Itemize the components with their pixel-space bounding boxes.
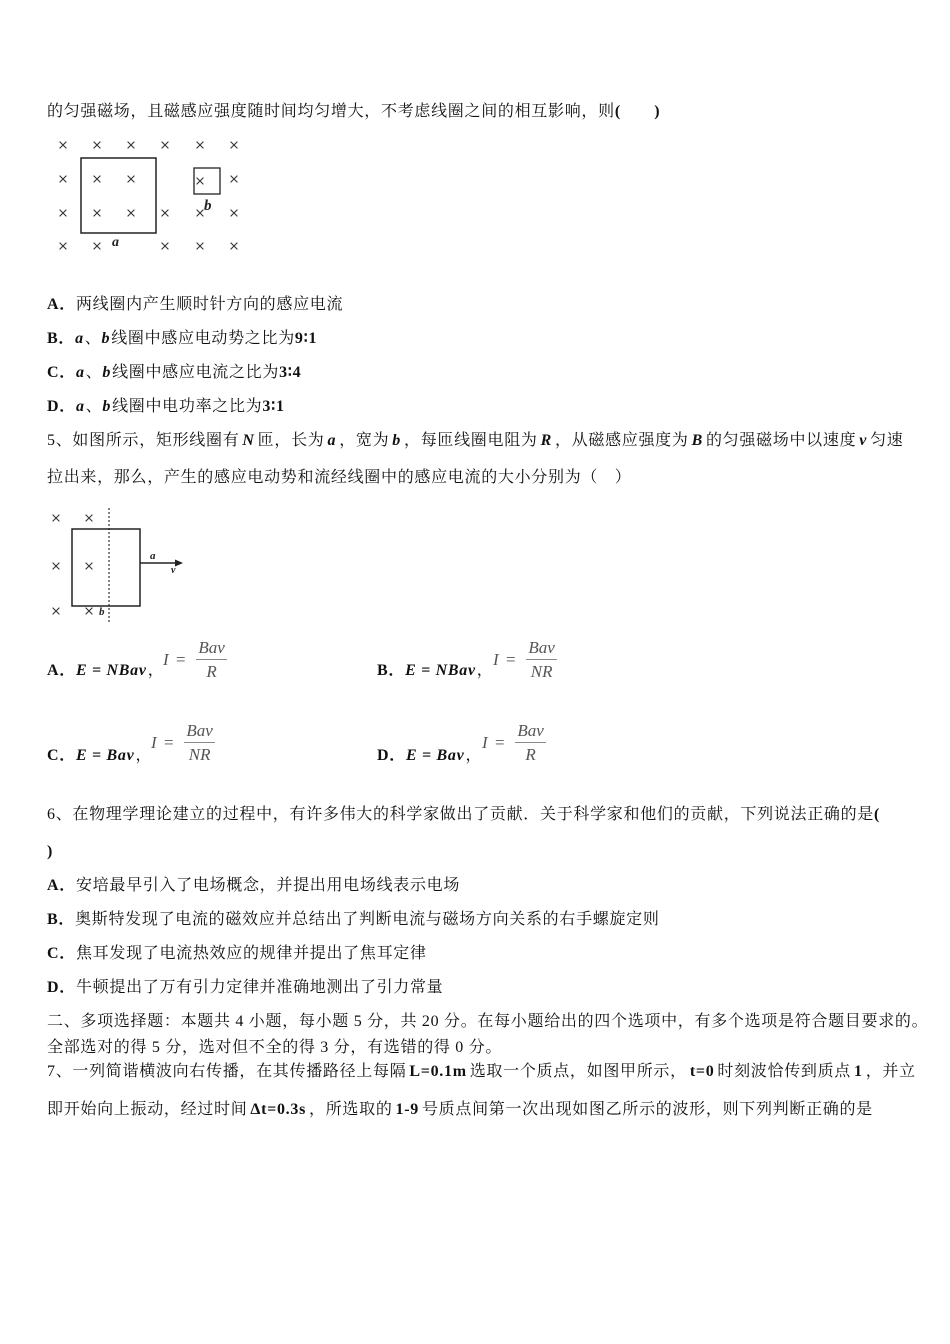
field-cross-mark [128, 142, 135, 149]
q6-option-c [47, 944, 427, 964]
coil-a-square [81, 158, 156, 233]
side-b-label: b [99, 606, 105, 618]
field-cross-mark [197, 142, 204, 149]
q6-option-b [47, 910, 660, 930]
fraction-numerator: Bav [196, 637, 226, 660]
field-cross-mark [60, 210, 67, 217]
fraction-denominator: R [525, 744, 536, 764]
option-letter: B． [47, 330, 76, 347]
emf-expression: E = Bav [75, 747, 135, 764]
option-letter: D． [377, 747, 406, 764]
q5-option-d-current-formula [482, 719, 546, 767]
current-lhs: I = [482, 733, 507, 752]
current-fraction [515, 720, 545, 767]
field-cross-mark [231, 210, 238, 217]
variable-r: R [540, 432, 552, 449]
q5-text: ，宽为 [339, 432, 390, 449]
separator: 、 [84, 330, 102, 347]
option-text: 线圈中感应电动势之比为 [111, 330, 295, 347]
field-cross-mark [231, 176, 238, 183]
option-text: 安培最早引入了电场概念，并提出用电场线表示电场 [75, 877, 461, 894]
q7-text: 号质点间第一次出现如图乙所示的波形，则下列判断正确的是 [421, 1101, 873, 1118]
q4-magnetic-field-figure [40, 130, 260, 265]
option-letter: D． [47, 398, 76, 415]
q5-option-b-current-formula [493, 636, 557, 684]
ratio-value: 3∶1 [262, 398, 285, 415]
separator: 、 [85, 398, 103, 415]
particle-range: 1-9 [395, 1101, 419, 1118]
emf-expression: E = NBav [75, 662, 147, 679]
option-text: 两线圈内产生顺时针方向的感应电流 [75, 296, 344, 313]
q5-text: ，从磁感应强度为 [554, 432, 689, 449]
ratio-value: 9∶1 [294, 330, 318, 347]
variable-a: a [327, 432, 337, 449]
field-cross-mark [94, 210, 101, 217]
current-lhs: I = [163, 650, 188, 669]
field-cross-mark [60, 142, 67, 149]
coil-b-label: b [204, 198, 212, 214]
q7-text: 7、一列简谐横波向右传播，在其传播路径上每隔 [47, 1063, 407, 1080]
separator: ， [147, 662, 165, 679]
q5-text: ，每匝线圈电阻为 [404, 432, 538, 449]
coil-b-square [194, 168, 220, 194]
variable-b-field: B [691, 432, 703, 449]
separator: 、 [85, 364, 103, 381]
field-cross-mark [231, 142, 238, 149]
variable-b: b [101, 330, 111, 347]
variable-b: b [392, 432, 401, 449]
q5-stem-line-2 [47, 468, 632, 488]
emf-expression: E = NBav [405, 662, 476, 679]
q5-option-d [377, 746, 482, 766]
spacing-value: L=0.1m [409, 1063, 467, 1080]
q7-text: 即开始向上振动，经过时间 [47, 1101, 248, 1118]
velocity-arrow-head [175, 560, 183, 567]
field-cross-mark [162, 142, 169, 149]
q5-text: 匝，长为 [257, 432, 325, 449]
field-cross-mark [128, 176, 135, 183]
option-text: 线圈中感应电流之比为 [112, 364, 280, 381]
variable-a: a [75, 398, 85, 415]
rectangular-coil [72, 529, 140, 606]
option-letter: A． [47, 662, 76, 679]
option-letter: D． [47, 979, 76, 996]
fraction-denominator: NR [530, 661, 553, 681]
particle-number: 1 [854, 1063, 863, 1080]
q5-option-c [47, 746, 152, 766]
side-a-label: a [150, 550, 156, 562]
time-interval-value: Δt=0.3s [250, 1101, 307, 1118]
field-cross-mark [197, 210, 204, 217]
section2-instructions-line-2 [47, 1038, 502, 1058]
section2-text: 全部选对的得 5 分，选对但不全的得 3 分，有选错的得 0 分。 [47, 1039, 503, 1056]
variable-b: b [102, 398, 112, 415]
q5-coil-figure [44, 502, 190, 628]
field-cross-mark [197, 243, 204, 250]
q6-open-bracket: ( [874, 806, 881, 823]
field-cross-mark [86, 608, 93, 615]
q7-stem-line-2 [47, 1100, 873, 1120]
q5-option-b [377, 661, 494, 681]
q4-option-d [47, 397, 285, 417]
q5-option-c-current-formula [151, 719, 215, 767]
q7-text: 选取一个质点，如图甲所示， [469, 1063, 687, 1080]
fraction-numerator: Bav [526, 637, 556, 660]
q7-stem-line-1 [47, 1062, 916, 1082]
field-cross-mark [86, 515, 93, 522]
option-letter: A． [47, 877, 76, 894]
option-letter: C． [47, 945, 76, 962]
q7-text: 时刻波恰传到质点 [717, 1063, 851, 1080]
field-cross-mark [53, 608, 60, 615]
field-cross-mark [128, 210, 135, 217]
option-letter: C． [47, 747, 76, 764]
variable-n: N [242, 432, 255, 449]
option-text: 线圈中电功率之比为 [112, 398, 263, 415]
field-cross-mark [94, 176, 101, 183]
field-cross-mark [60, 243, 67, 250]
q4-option-a [47, 295, 343, 315]
variable-a: a [75, 364, 85, 381]
variable-v: v [859, 432, 868, 449]
field-cross-mark [53, 515, 60, 522]
current-fraction [526, 637, 556, 684]
field-cross-mark [60, 176, 67, 183]
coil-a-label: a [112, 235, 119, 250]
emf-expression: E = Bav [405, 747, 465, 764]
field-cross-mark [197, 178, 204, 185]
q5-option-a-current-formula [163, 636, 227, 684]
field-cross-mark [162, 210, 169, 217]
q6-text: 6、在物理学理论建立的过程中，有许多伟大的科学家做出了贡献．关于科学家和他们的贡献，下列说法正确的是 [47, 806, 875, 823]
current-fraction [184, 720, 214, 767]
time-value: t=0 [689, 1063, 715, 1080]
q6-option-a [47, 876, 460, 896]
field-cross-mark [86, 563, 93, 570]
section2-text: 二、多项选择题：本题共 4 小题，每小题 5 分，共 20 分。在每小题给出的四个选项中，有多个选项是符合题目要求的。 [47, 1013, 929, 1030]
current-lhs: I = [151, 733, 176, 752]
q7-text: ，并立 [865, 1063, 916, 1080]
variable-a: a [75, 330, 84, 347]
velocity-v-label: v [171, 565, 176, 576]
field-cross-mark [94, 142, 101, 149]
q5-text: 的匀强磁场中以速度 [705, 432, 857, 449]
q4-answer-bracket: ( ) [614, 103, 661, 120]
q6-option-d [47, 978, 443, 998]
section2-instructions-line-1 [47, 1012, 928, 1032]
q4-stem-text: 的匀强磁场，且磁感应强度随时间均匀增大，不考虑线圈之间的相互影响，则 [47, 103, 615, 120]
fraction-denominator: NR [188, 744, 211, 764]
q7-text: ，所选取的 [309, 1101, 393, 1118]
q6-close-bracket: ) [47, 843, 54, 860]
separator: ， [135, 747, 153, 764]
fraction-numerator: Bav [515, 720, 545, 743]
option-letter: C． [47, 364, 76, 381]
q5-stem-line-1 [47, 431, 904, 451]
ratio-value: 3∶4 [279, 364, 302, 381]
q5-text: 5、如图所示，矩形线圈有 [47, 432, 240, 449]
option-text: 奥斯特发现了电流的磁效应并总结出了判断电流与磁场方向关系的右手螺旋定则 [75, 911, 660, 928]
q6-stem-line-1 [47, 805, 880, 825]
q4-option-b [47, 329, 317, 349]
q5-text: 拉出来，那么，产生的感应电动势和流经线圈中的感应电流的大小分别为（ ） [47, 469, 632, 486]
field-cross-mark [53, 563, 60, 570]
option-text: 牛顿提出了万有引力定律并准确地测出了引力常量 [75, 979, 444, 996]
option-letter: A． [47, 296, 76, 313]
fraction-denominator: R [206, 661, 217, 681]
field-cross-mark [94, 243, 101, 250]
option-text: 焦耳发现了电流热效应的规律并提出了焦耳定律 [75, 945, 427, 962]
current-lhs: I = [493, 650, 518, 669]
q5-text: 匀速 [870, 432, 904, 449]
option-letter: B． [377, 662, 406, 679]
q5-option-a [47, 661, 164, 681]
variable-b: b [102, 364, 112, 381]
current-fraction [196, 637, 226, 684]
field-cross-mark [162, 243, 169, 250]
field-cross-mark [231, 243, 238, 250]
fraction-numerator: Bav [184, 720, 214, 743]
separator: ， [476, 662, 494, 679]
q6-stem-line-2 [47, 842, 53, 862]
option-letter: B． [47, 911, 76, 928]
separator: ， [465, 747, 483, 764]
q4-option-c [47, 363, 301, 383]
q4-stem-line [47, 102, 660, 122]
